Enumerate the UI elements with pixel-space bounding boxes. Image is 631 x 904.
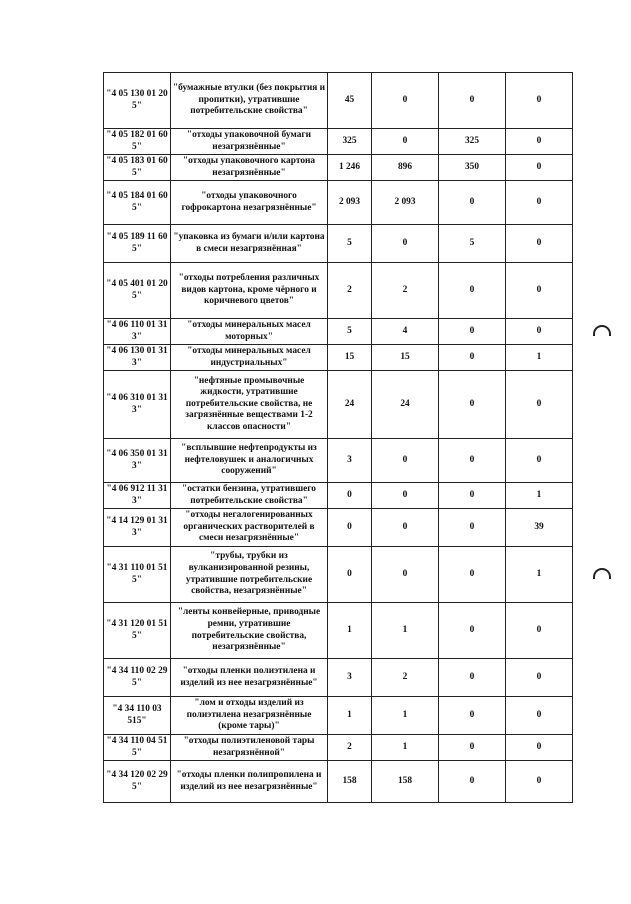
cell-value-3: 0 <box>439 439 506 483</box>
cell-name: "отходы пленки полипропилена и изделий из нее незагрязнённые" <box>171 761 328 803</box>
cell-value-3: 0 <box>439 181 506 225</box>
cell-code: "4 34 110 04 51 5" <box>104 735 171 761</box>
cell-value-2: 2 <box>372 263 439 319</box>
cell-code: "4 34 110 02 29 5" <box>104 659 171 697</box>
cell-value-4: 0 <box>506 735 573 761</box>
cell-value-3: 0 <box>439 761 506 803</box>
table-row <box>104 439 573 483</box>
cell-value-3: 325 <box>439 129 506 155</box>
cell-value-1: 45 <box>328 73 372 129</box>
cell-value-4: 0 <box>506 263 573 319</box>
cell-value-3: 0 <box>439 371 506 439</box>
cell-value-1: 158 <box>328 761 372 803</box>
cell-value-3: 0 <box>439 603 506 659</box>
table-row <box>104 547 573 603</box>
cell-value-2: 24 <box>372 371 439 439</box>
cell-name: "отходы упаковочного картона незагрязнённые" <box>171 155 328 181</box>
cell-value-3: 0 <box>439 509 506 547</box>
cell-value-1: 0 <box>328 547 372 603</box>
table-row <box>104 483 573 509</box>
cell-code: "4 05 183 01 60 5" <box>104 155 171 181</box>
table-row <box>104 263 573 319</box>
cell-value-3: 0 <box>439 547 506 603</box>
cell-code: "4 05 184 01 60 5" <box>104 181 171 225</box>
cell-code: "4 05 189 11 60 5" <box>104 225 171 263</box>
table-row <box>104 73 573 129</box>
table-row <box>104 761 573 803</box>
table-row <box>104 345 573 371</box>
cell-name: "отходы упаковочной бумаги незагрязнённые" <box>171 129 328 155</box>
cell-code: "4 06 130 01 31 3" <box>104 345 171 371</box>
waste-table <box>103 72 573 803</box>
cell-value-4: 0 <box>506 439 573 483</box>
cell-value-3: 0 <box>439 345 506 371</box>
cell-value-4: 1 <box>506 547 573 603</box>
cell-value-2: 0 <box>372 225 439 263</box>
cell-value-4: 1 <box>506 345 573 371</box>
cell-name: "лом и отходы изделий из полиэтилена незагрязнённые (кроме тары)" <box>171 697 328 735</box>
waste-table-body <box>104 73 573 803</box>
cell-value-1: 2 093 <box>328 181 372 225</box>
cell-name: "остатки бензина, утратившего потребительские свойства" <box>171 483 328 509</box>
table-row <box>104 697 573 735</box>
table-row <box>104 155 573 181</box>
cell-value-4: 39 <box>506 509 573 547</box>
cell-name: "отходы полиэтиленовой тары незагрязнённой" <box>171 735 328 761</box>
cell-value-4: 1 <box>506 483 573 509</box>
cell-name: "упаковка из бумаги и/или картона в смеси незагрязнённая" <box>171 225 328 263</box>
cell-value-3: 0 <box>439 73 506 129</box>
cell-value-4: 0 <box>506 73 573 129</box>
cell-value-2: 0 <box>372 129 439 155</box>
table-row <box>104 509 573 547</box>
cell-value-3: 0 <box>439 483 506 509</box>
cell-name: "отходы минеральных масел индустриальных" <box>171 345 328 371</box>
cell-value-2: 896 <box>372 155 439 181</box>
cell-value-4: 0 <box>506 225 573 263</box>
cell-value-1: 1 <box>328 603 372 659</box>
cell-value-4: 0 <box>506 659 573 697</box>
cell-value-1: 0 <box>328 509 372 547</box>
table-row <box>104 603 573 659</box>
cell-code: "4 34 120 02 29 5" <box>104 761 171 803</box>
cell-value-4: 0 <box>506 761 573 803</box>
cell-value-2: 0 <box>372 73 439 129</box>
cell-value-3: 0 <box>439 735 506 761</box>
cell-value-3: 0 <box>439 319 506 345</box>
table-row <box>104 659 573 697</box>
cell-value-3: 350 <box>439 155 506 181</box>
scan-mark-top <box>593 325 611 336</box>
cell-value-2: 158 <box>372 761 439 803</box>
cell-value-3: 5 <box>439 225 506 263</box>
cell-value-3: 0 <box>439 263 506 319</box>
cell-value-2: 0 <box>372 439 439 483</box>
cell-value-1: 2 <box>328 735 372 761</box>
cell-value-2: 15 <box>372 345 439 371</box>
cell-code: "4 06 350 01 31 3" <box>104 439 171 483</box>
cell-value-4: 0 <box>506 155 573 181</box>
table-row <box>104 225 573 263</box>
cell-value-4: 0 <box>506 129 573 155</box>
cell-code: "4 05 182 01 60 5" <box>104 129 171 155</box>
cell-value-4: 0 <box>506 319 573 345</box>
cell-code: "4 31 120 01 51 5" <box>104 603 171 659</box>
table-row <box>104 319 573 345</box>
cell-value-2: 2 093 <box>372 181 439 225</box>
cell-value-1: 5 <box>328 225 372 263</box>
cell-value-1: 24 <box>328 371 372 439</box>
table-row <box>104 735 573 761</box>
cell-value-2: 0 <box>372 509 439 547</box>
cell-name: "нефтяные промывочные жидкости, утратившие потребительские свойства, не загрязнённые веществами 1-2 классов опасности" <box>171 371 328 439</box>
cell-value-1: 15 <box>328 345 372 371</box>
cell-value-2: 0 <box>372 483 439 509</box>
cell-value-1: 1 <box>328 697 372 735</box>
cell-value-1: 3 <box>328 659 372 697</box>
cell-value-3: 0 <box>439 659 506 697</box>
cell-name: "отходы упаковочного гофрокартона незагрязнённые" <box>171 181 328 225</box>
cell-value-2: 1 <box>372 735 439 761</box>
cell-name: "всплывшие нефтепродукты из нефтеловушек и аналогичных сооружений" <box>171 439 328 483</box>
cell-value-2: 1 <box>372 697 439 735</box>
cell-value-4: 0 <box>506 697 573 735</box>
cell-code: "4 05 130 01 20 5" <box>104 73 171 129</box>
cell-code: "4 14 129 01 31 3" <box>104 509 171 547</box>
table-row <box>104 181 573 225</box>
cell-name: "отходы пленки полиэтилена и изделий из нее незагрязнённые" <box>171 659 328 697</box>
cell-name: "трубы, трубки из вулканизированной резины, утратившие потребительские свойства, незагрязнённые" <box>171 547 328 603</box>
cell-value-2: 1 <box>372 603 439 659</box>
cell-value-2: 4 <box>372 319 439 345</box>
cell-code: "4 34 110 03 515" <box>104 697 171 735</box>
cell-name: "отходы негалогенированных органических растворителей в смеси незагрязнённые" <box>171 509 328 547</box>
scan-mark-bottom <box>593 568 611 579</box>
cell-value-4: 0 <box>506 371 573 439</box>
cell-name: "ленты конвейерные, приводные ремни, утратившие потребительские свойства, незагрязнённые" <box>171 603 328 659</box>
cell-value-1: 2 <box>328 263 372 319</box>
table-row <box>104 129 573 155</box>
cell-value-2: 0 <box>372 547 439 603</box>
cell-code: "4 06 310 01 31 3" <box>104 371 171 439</box>
cell-value-1: 5 <box>328 319 372 345</box>
cell-code: "4 05 401 01 20 5" <box>104 263 171 319</box>
table-row <box>104 371 573 439</box>
cell-name: "отходы минеральных масел моторных" <box>171 319 328 345</box>
cell-value-1: 0 <box>328 483 372 509</box>
cell-value-1: 325 <box>328 129 372 155</box>
cell-value-1: 3 <box>328 439 372 483</box>
cell-code: "4 06 912 11 31 3" <box>104 483 171 509</box>
cell-code: "4 31 110 01 51 5" <box>104 547 171 603</box>
cell-code: "4 06 110 01 31 3" <box>104 319 171 345</box>
cell-value-1: 1 246 <box>328 155 372 181</box>
cell-name: "отходы потребления различных видов картона, кроме чёрного и коричневого цветов" <box>171 263 328 319</box>
cell-name: "бумажные втулки (без покрытия и пропитки), утратившие потребительские свойства" <box>171 73 328 129</box>
cell-value-4: 0 <box>506 181 573 225</box>
cell-value-4: 0 <box>506 603 573 659</box>
cell-value-2: 2 <box>372 659 439 697</box>
cell-value-3: 0 <box>439 697 506 735</box>
